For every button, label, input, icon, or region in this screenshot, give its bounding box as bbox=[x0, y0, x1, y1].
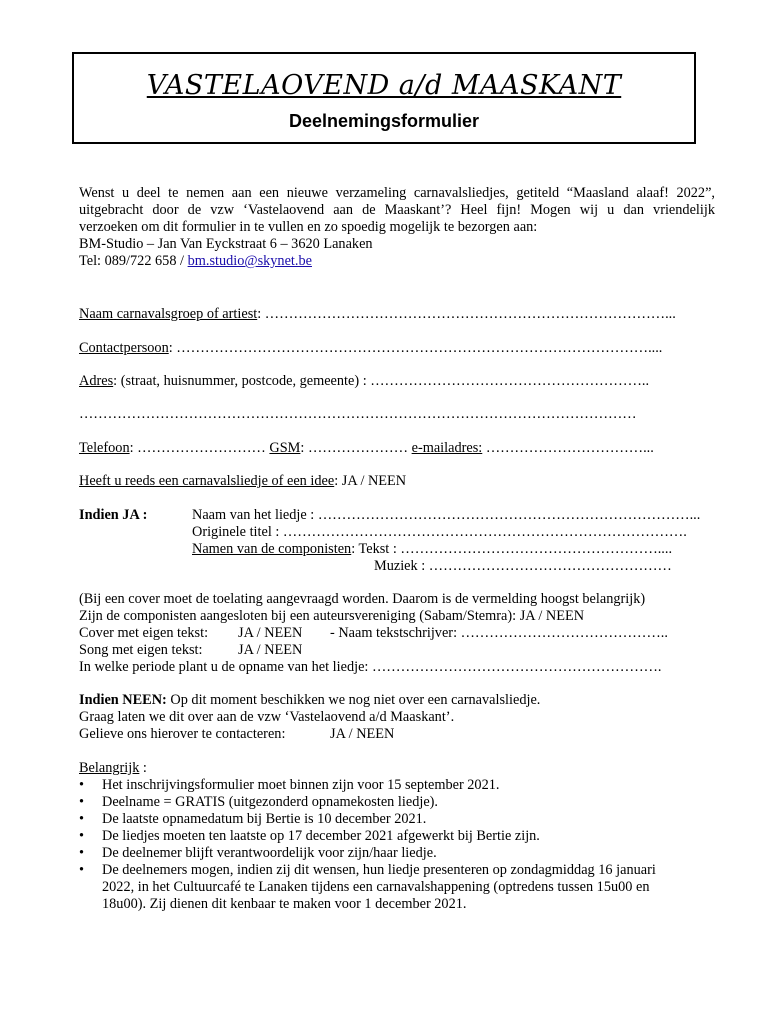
indien-neen-line-2: Graag laten we dit over aan de vzw ‘Vastelaovend a/d Maaskant’. bbox=[79, 709, 455, 725]
intro-line-1: Wenst u deel te nemen aan een nieuwe verzameling carnavalsliedjes, getiteld “Maasland alaaf! 2022”, bbox=[79, 185, 715, 201]
field-adres-line-2[interactable]: ……………………………………………………………………………………………………… bbox=[79, 406, 637, 422]
field-componisten-tekst[interactable] bbox=[192, 541, 672, 558]
cover-eigen-tekst-label: Cover met eigen tekst: bbox=[79, 625, 209, 641]
field-adres[interactable] bbox=[79, 373, 649, 390]
field-email-dots: ……………………………... bbox=[482, 440, 654, 456]
field-originele-titel[interactable]: Originele titel : …………………………………………………………………………. bbox=[192, 524, 687, 540]
field-naam-carnavalsgroep[interactable] bbox=[79, 306, 676, 323]
indien-neen-label: Indien NEEN: bbox=[79, 692, 167, 708]
field-telefoon-label: Telefoon bbox=[79, 440, 130, 456]
list-item: Het inschrijvingsformulier moet binnen zijn voor 15 september 2021. bbox=[102, 777, 500, 793]
componisten-tekst: : Tekst : ……………………………………………….... bbox=[351, 541, 673, 557]
intro-contact-line bbox=[79, 253, 312, 270]
indien-neen-text: Op dit moment beschikken we nog niet over een carnavalsliedje. bbox=[166, 692, 541, 708]
list-item-line-3: 18u00). Zij dienen dit kenbaar te maken voor 1 december 2021. bbox=[102, 896, 467, 912]
bullet-icon: • bbox=[79, 845, 85, 861]
list-item-line-2: 2022, in het Cultuurcafé te Lanaken tijdens een carnavalshappening (optredens tussen 15u00 en bbox=[102, 879, 650, 895]
auteursvereniging-question[interactable]: Zijn de componisten aangesloten bij een auteursvereniging (Sabam/Stemra): JA / NEEN bbox=[79, 608, 585, 624]
bullet-icon: • bbox=[79, 794, 85, 810]
field-componisten-muziek[interactable]: Muziek : …………………………………………… bbox=[374, 558, 672, 574]
field-contact-dots: : ……………………………………………………………………………………….... bbox=[168, 340, 663, 356]
telephone-text: Tel: 089/722 658 / bbox=[79, 253, 188, 269]
field-gsm-label: GSM bbox=[269, 440, 301, 456]
list-item-line-1: De deelnemers mogen, indien zij dit wensen, hun liedje presenteren op zondagmiddag 16 januari bbox=[102, 862, 656, 878]
song-eigen-tekst-answer[interactable]: JA / NEEN bbox=[238, 642, 303, 658]
field-tekstschrijver[interactable]: - Naam tekstschrijver: …………………………………….. bbox=[330, 625, 668, 641]
indien-ja-label: Indien JA : bbox=[79, 507, 148, 523]
list-item: De deelnemer blijft verantwoordelijk voor zijn/haar liedje. bbox=[102, 845, 437, 861]
liedje-answer: : JA / NEEN bbox=[334, 473, 407, 489]
belangrijk-heading bbox=[79, 760, 147, 777]
contacteren-answer[interactable]: JA / NEEN bbox=[330, 726, 395, 742]
list-item: Deelname = GRATIS (uitgezonderd opnamekosten liedje). bbox=[102, 794, 438, 810]
cover-note: (Bij een cover moet de toelating aangevraagd worden. Daarom is de vermelding hoogst belangrijk) bbox=[79, 591, 646, 607]
page-subtitle: Deelnemingsformulier bbox=[288, 111, 480, 131]
bullet-icon: • bbox=[79, 777, 85, 793]
field-telefoon-dots: : ……………………… bbox=[129, 440, 270, 456]
list-item: De liedjes moeten ten laatste op 17 december 2021 afgewerkt bij Bertie zijn. bbox=[102, 828, 540, 844]
contacteren-label: Gelieve ons hierover te contacteren: bbox=[79, 726, 286, 742]
liedje-question: Heeft u reeds een carnavalsliedje of een idee bbox=[79, 473, 335, 489]
list-item: De laatste opnamedatum bij Bertie is 10 december 2021. bbox=[102, 811, 427, 827]
field-naam-liedje[interactable]: Naam van het liedje : ……………………………………………………………………... bbox=[192, 507, 701, 523]
intro-line-3: verzoeken om dit formulier in te vullen en zo spoedig mogelijk te bezorgen aan: bbox=[79, 219, 538, 235]
bullet-icon: • bbox=[79, 862, 85, 878]
page-title: VASTELAOVEND a/d MAASKANT bbox=[146, 70, 622, 101]
header-box bbox=[72, 52, 696, 144]
belangrijk-colon: : bbox=[139, 760, 147, 776]
componisten-label: Namen van de componisten bbox=[192, 541, 352, 557]
field-adres-label: Adres bbox=[79, 373, 114, 389]
song-eigen-tekst-label: Song met eigen tekst: bbox=[79, 642, 203, 658]
field-naam-label: Naam carnavalsgroep of artiest bbox=[79, 306, 258, 322]
field-heeft-liedje[interactable] bbox=[79, 473, 406, 490]
field-adres-rest: : (straat, huisnummer, postcode, gemeente) : ………………………………………………….. bbox=[113, 373, 650, 389]
bullet-icon: • bbox=[79, 811, 85, 827]
belangrijk-label: Belangrijk bbox=[79, 760, 140, 776]
field-opname-periode[interactable]: In welke periode plant u de opname van het liedje: ……………………………………………………. bbox=[79, 659, 662, 675]
field-naam-dots: : …………………………………………………………………………... bbox=[257, 306, 676, 322]
field-email-label: e-mailadres: bbox=[411, 440, 483, 456]
intro-line-2: uitgebracht door de vzw ‘Vastelaovend aan de Maaskant’? Heel fijn! Mogen wij u dan vriendelijk bbox=[79, 202, 715, 218]
bullet-icon: • bbox=[79, 828, 85, 844]
field-gsm-dots: : ………………… bbox=[300, 440, 412, 456]
email-link[interactable]: bm.studio@skynet.be bbox=[187, 253, 312, 269]
field-contactpersoon[interactable] bbox=[79, 340, 662, 357]
intro-address: BM-Studio – Jan Van Eyckstraat 6 – 3620 Lanaken bbox=[79, 236, 373, 252]
cover-eigen-tekst-answer[interactable]: JA / NEEN bbox=[238, 625, 303, 641]
indien-neen-line bbox=[79, 692, 540, 709]
field-telefoon-gsm-email[interactable] bbox=[79, 440, 654, 457]
field-contact-label: Contactpersoon bbox=[79, 340, 169, 356]
